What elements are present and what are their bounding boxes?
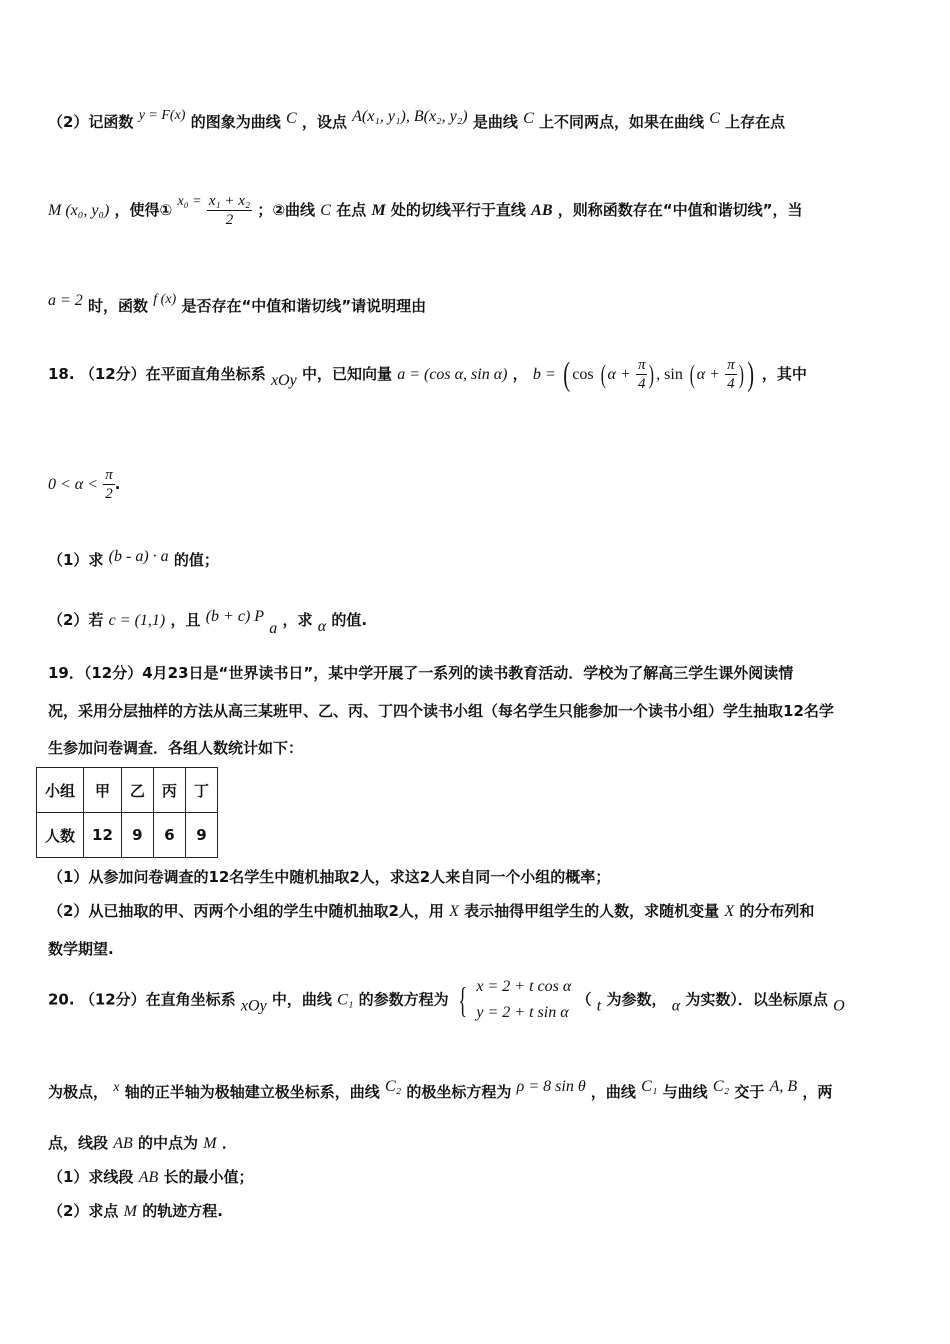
p17-text: 在点 bbox=[336, 201, 367, 219]
p20-text: 点，线段 bbox=[48, 1134, 109, 1152]
math-ab: AB bbox=[531, 202, 553, 219]
equation-y: y = 2 + t sin α bbox=[476, 1004, 569, 1021]
p17-text: ，使得① bbox=[114, 201, 173, 219]
p18-q2 bbox=[48, 608, 910, 638]
math-curve-c: C bbox=[320, 202, 331, 219]
math-c2: C₂ bbox=[712, 1078, 730, 1095]
p17-text: （2）记函数 bbox=[48, 113, 134, 131]
p20-text: （ bbox=[576, 990, 592, 1009]
paren-right: ) bbox=[738, 359, 744, 389]
math-a: a bbox=[269, 620, 278, 637]
math-c1: C₁ bbox=[337, 991, 354, 1009]
p19-q1: （1）从参加问卷调查的12名学生中随机抽取2人，求这2人来自同一个小组的概率； bbox=[48, 868, 611, 886]
p20-text: 为参数， bbox=[606, 990, 667, 1009]
p19-text: （2）从已抽取的甲、丙两个小组的学生中随机抽取2人，用 bbox=[48, 902, 444, 920]
table-cell: 丁 bbox=[185, 768, 217, 813]
math-ab: AB bbox=[113, 1135, 133, 1152]
p18-text: （12分）在平面直角坐标系 bbox=[79, 365, 266, 383]
p18-text: ，求 bbox=[282, 611, 313, 629]
p17-text: 上存在点 bbox=[725, 113, 786, 131]
math-alpha: α bbox=[671, 997, 681, 1015]
math-range: 0 < α < bbox=[48, 476, 98, 493]
problem-number: 20. bbox=[48, 990, 75, 1009]
math-cos: cos bbox=[572, 366, 594, 383]
p20-text: （12分）在直角坐标系 bbox=[79, 990, 236, 1009]
fraction-pi-2 bbox=[103, 466, 115, 503]
p18-text: 的值. bbox=[331, 611, 368, 629]
math-fx: f (x) bbox=[153, 292, 177, 307]
paren-left: ( bbox=[563, 355, 571, 393]
table-cell: 12 bbox=[84, 813, 122, 858]
math-sin: , sin bbox=[656, 366, 683, 383]
p18-line1 bbox=[48, 356, 910, 393]
p18-text: 的值； bbox=[173, 551, 219, 569]
p19-q2 bbox=[48, 900, 910, 921]
fraction-denominator: 4 bbox=[637, 376, 646, 392]
p18-text: . bbox=[114, 475, 121, 493]
math-m: M bbox=[371, 202, 386, 219]
p17-text: 是曲线 bbox=[472, 113, 518, 131]
p17-text: ；②曲线 bbox=[257, 201, 316, 219]
p20-text: 长的最小值； bbox=[163, 1168, 254, 1186]
table-cell: 乙 bbox=[121, 768, 153, 813]
p18-text: （1）求 bbox=[48, 551, 104, 569]
p20-text: 的参数方程为 bbox=[358, 990, 449, 1009]
p19-text: 的分布列和 bbox=[739, 902, 815, 920]
brace-left: { bbox=[458, 980, 467, 1020]
group-count-table bbox=[36, 767, 218, 858]
table-cell: 丙 bbox=[153, 768, 185, 813]
p18-text: ，且 bbox=[170, 611, 201, 629]
table-cell: 6 bbox=[153, 813, 185, 858]
p19-text: 表示抽得甲组学生的人数，求随机变量 bbox=[464, 902, 720, 920]
math-alpha: α bbox=[317, 618, 327, 635]
p20-text: 的轨迹方程. bbox=[142, 1202, 223, 1220]
math-expression: (b + c) P bbox=[205, 608, 265, 625]
p20-text: 的极坐标方程为 bbox=[406, 1083, 512, 1101]
paren-left: ( bbox=[689, 359, 695, 389]
math-t: t bbox=[596, 997, 602, 1015]
p20-line3 bbox=[48, 1132, 910, 1153]
table-row bbox=[37, 813, 218, 858]
p20-text: 的中点为 bbox=[138, 1134, 199, 1152]
p20-text: 交于 bbox=[734, 1083, 765, 1101]
fraction-pi-4 bbox=[636, 356, 648, 393]
table-cell: 9 bbox=[185, 813, 217, 858]
p17-text: ，则称函数存在“中值和谐切线”，当 bbox=[557, 201, 803, 219]
fraction-pi-4 bbox=[725, 356, 737, 393]
fraction-midpoint bbox=[207, 192, 252, 229]
math-vector-b: b = bbox=[532, 366, 556, 383]
p18-range bbox=[48, 466, 910, 503]
math-curve-c: C bbox=[709, 110, 720, 127]
p20-text: ，两 bbox=[802, 1083, 833, 1101]
math-condition: a = 2 bbox=[48, 292, 83, 309]
fraction-denominator: 2 bbox=[225, 212, 234, 228]
math-m: M bbox=[203, 1135, 217, 1152]
p20-q2 bbox=[48, 1200, 910, 1221]
table-cell: 人数 bbox=[37, 813, 84, 858]
p20-text: （1）求线段 bbox=[48, 1168, 134, 1186]
math-xoy: xOy bbox=[270, 372, 297, 389]
math-points: A(x₁, y₁), B(x₂, y₂) bbox=[352, 108, 468, 125]
paren-right: ) bbox=[649, 359, 655, 389]
equation-x: x = 2 + t cos α bbox=[476, 978, 572, 995]
parametric-system bbox=[476, 974, 571, 1026]
p17-text: 时，函数 bbox=[88, 297, 149, 315]
math-expression: (b - a) · a bbox=[108, 548, 169, 565]
p17-line2 bbox=[48, 192, 910, 229]
p20-text: 为实数）．以坐标原点 bbox=[685, 990, 828, 1009]
p20-q1 bbox=[48, 1166, 910, 1187]
paren-right: ) bbox=[747, 355, 755, 393]
fraction-numerator: π bbox=[637, 357, 646, 373]
math-alpha: α + bbox=[696, 366, 720, 383]
math-function: y = F(x) bbox=[138, 108, 186, 123]
p20-text: ，曲线 bbox=[590, 1083, 636, 1101]
p17-text: 是否存在“中值和谐切线”请说明理由 bbox=[181, 297, 427, 315]
p20-text: 为极点， bbox=[48, 1083, 109, 1101]
math-vector-a: a = (cos α, sin α) bbox=[397, 366, 508, 383]
math-x: X bbox=[724, 903, 735, 920]
math-curve-c: C bbox=[285, 110, 297, 127]
math-alpha: α + bbox=[607, 366, 631, 383]
math-vector-c: c = (1,1) bbox=[108, 612, 166, 629]
math-c2: C₂ bbox=[384, 1078, 402, 1095]
p20-text: 与曲线 bbox=[662, 1083, 708, 1101]
p19-line2: 况，采用分层抽样的方法从高三某班甲、乙、丙、丁四个读书小组（每名学生只能参加一个读书小组）学生抽取12名学 bbox=[48, 702, 834, 720]
p20-text: 轴的正半轴为极轴建立极坐标系，曲线 bbox=[124, 1083, 380, 1101]
p18-text: ，其中 bbox=[761, 365, 807, 383]
math-ab: A, B bbox=[769, 1078, 798, 1095]
p17-text: ，设点 bbox=[301, 113, 347, 131]
p17-text: 的图象为曲线 bbox=[190, 113, 281, 131]
math-o: O bbox=[833, 997, 845, 1015]
p17-text: 上不同两点，如果在曲线 bbox=[539, 113, 705, 131]
p17-line3 bbox=[48, 292, 910, 316]
math-x: x bbox=[113, 1080, 120, 1095]
paren-left: ( bbox=[600, 359, 606, 389]
math-xoy: xOy bbox=[240, 997, 267, 1015]
p17-line1 bbox=[48, 108, 910, 132]
fraction-numerator: x₁ + x₂ bbox=[208, 193, 251, 209]
math-polar: ρ = 8 sin θ bbox=[516, 1078, 586, 1095]
p20-line2 bbox=[48, 1078, 910, 1102]
p19-line1: 19．（12分）4月23日是“世界读书日”，某中学开展了一系列的读书教育活动．学校为了解高三学生课外阅读情 bbox=[48, 664, 794, 682]
math-point-m: M (x₀, y₀) bbox=[48, 202, 110, 219]
p18-q1 bbox=[48, 548, 910, 570]
table-cell: 小组 bbox=[37, 768, 84, 813]
math-curve-c: C bbox=[523, 110, 534, 127]
math-x: X bbox=[449, 903, 459, 920]
table-cell: 9 bbox=[121, 813, 153, 858]
fraction-denominator: 4 bbox=[727, 376, 735, 392]
table-cell: 甲 bbox=[84, 768, 122, 813]
p20-line1 bbox=[48, 974, 910, 1026]
math-m: M bbox=[123, 1203, 137, 1220]
table-row bbox=[37, 768, 218, 813]
math-x0: x₀ = bbox=[177, 194, 202, 209]
p18-text: （2）若 bbox=[48, 611, 104, 629]
p18-text: 中，已知向量 bbox=[301, 365, 392, 383]
fraction-numerator: π bbox=[105, 467, 113, 483]
p19-q2-cont: 数学期望. bbox=[48, 940, 114, 958]
p17-text: 处的切线平行于直线 bbox=[390, 201, 526, 219]
p20-text: ． bbox=[221, 1134, 237, 1152]
p20-text: （2）求点 bbox=[48, 1202, 119, 1220]
p19-line3: 生参加问卷调查．各组人数统计如下： bbox=[48, 739, 304, 757]
p20-text: 中，曲线 bbox=[271, 990, 332, 1009]
p18-text: ， bbox=[512, 365, 528, 383]
fraction-denominator: 2 bbox=[105, 486, 113, 502]
math-c1: C₁ bbox=[641, 1078, 658, 1095]
fraction-numerator: π bbox=[727, 357, 735, 373]
math-ab: AB bbox=[138, 1169, 159, 1186]
problem-number: 18. bbox=[48, 365, 75, 383]
